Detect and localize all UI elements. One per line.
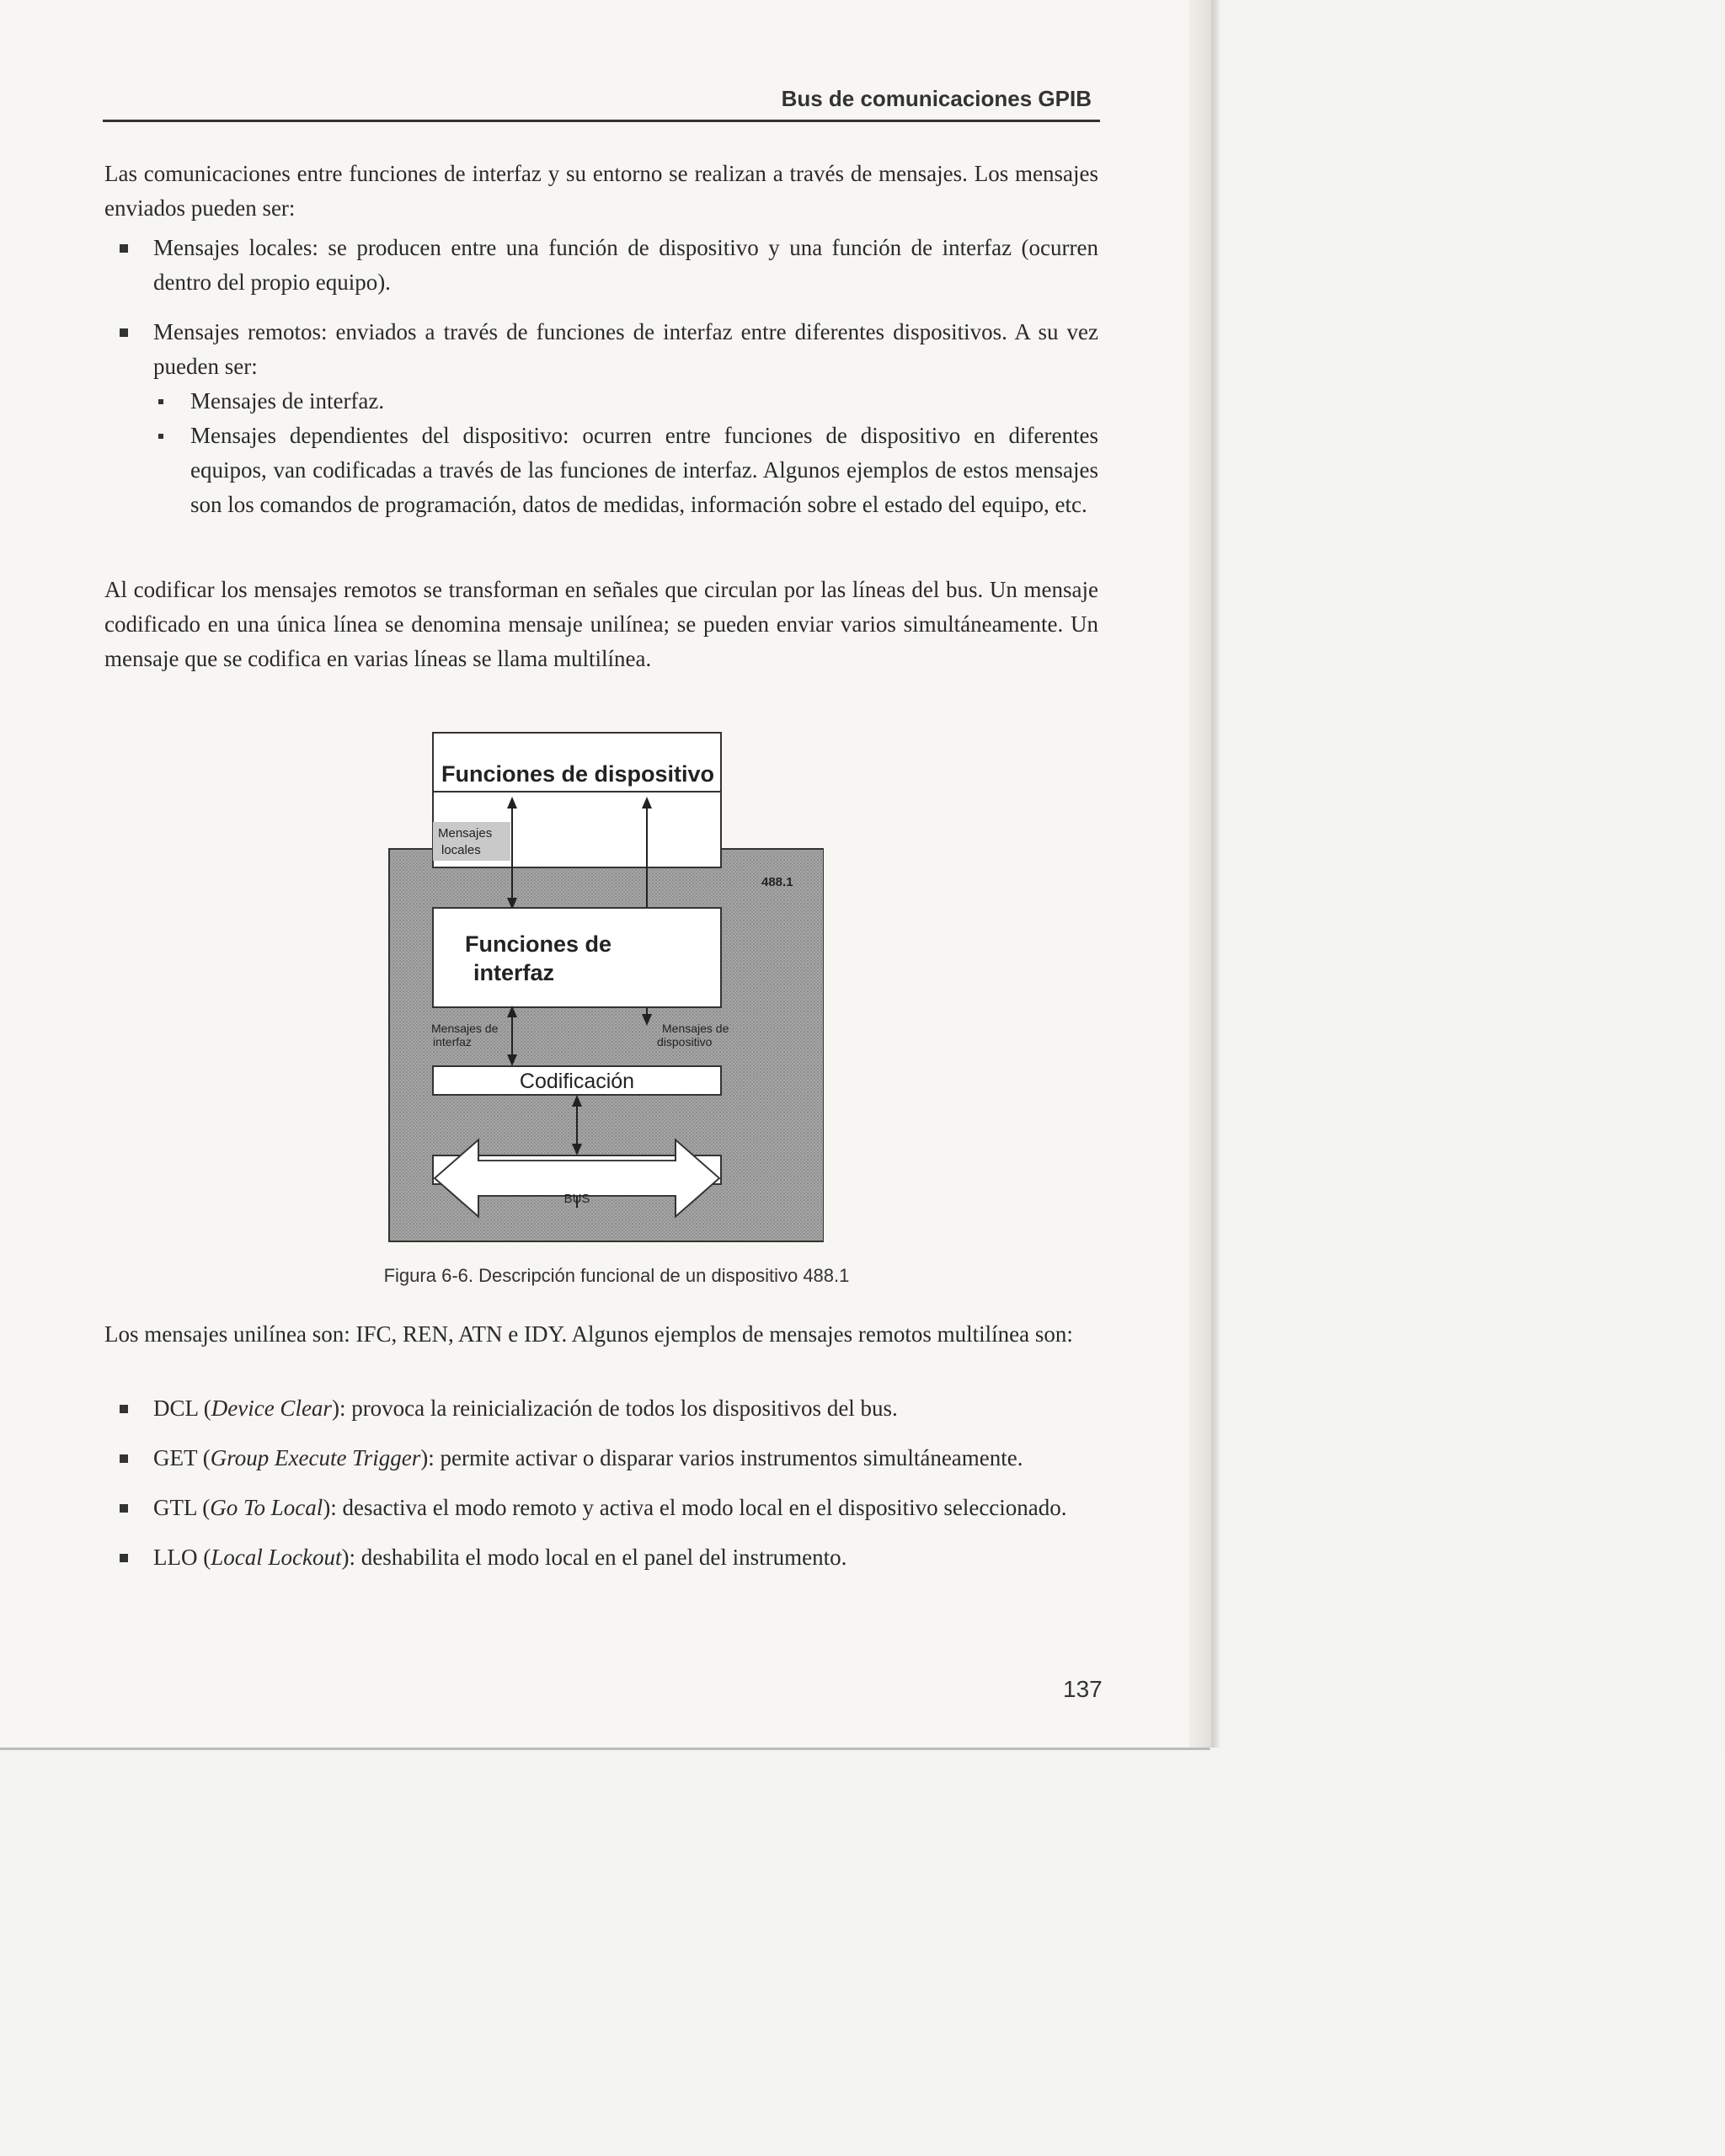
bullet-square-icon: [158, 399, 163, 404]
uniline-paragraph: Los mensajes unilínea son: IFC, REN, ATN e IDY. Algunos ejemplos de mensajes remotos multilínea son:: [104, 1321, 1073, 1347]
local-messages-label-2: locales: [441, 843, 481, 857]
bullet-square-icon: [120, 1554, 128, 1562]
scanner-background: [0, 1750, 1725, 2156]
bullet-square-icon: [158, 434, 163, 439]
interface-messages-label-2: interfaz: [433, 1035, 472, 1049]
bullet-square-icon: [120, 328, 128, 337]
sub-list-item: Mensajes dependientes del dispositivo: ocurren entre funciones de dispositivo en diferentes equipos, van codificadas a través de las funciones de interfaz. Algunos ejemplos de estos mensajes son los comandos de programación, datos de medidas, información sobre el estado del equipo, etc.: [104, 419, 1098, 522]
page-shadow: [1189, 0, 1213, 1748]
interface-messages-label-1: Mensajes de: [431, 1022, 499, 1035]
list-item: Mensajes locales: se producen entre una función de dispositivo y una función de interfaz (ocurren dentro del propio equipo).: [104, 231, 1098, 300]
interface-functions-label-1: Funciones de: [465, 931, 612, 957]
intro-paragraph: Las comunicaciones entre funciones de interfaz y su entorno se realizan a través de mensajes. Los mensajes enviados pueden ser:: [104, 161, 1098, 221]
interface-functions-box: [433, 908, 721, 1007]
standard-label: 488.1: [761, 875, 793, 889]
device-messages-label-1: Mensajes de: [662, 1022, 729, 1035]
list-item: DCL (Device Clear): provoca la reinicialización de todos los dispositivos del bus.: [104, 1391, 1098, 1426]
functional-diagram: [386, 731, 824, 1245]
bus-label: BUS: [563, 1192, 590, 1206]
device-messages-label-2: dispositivo: [657, 1035, 713, 1049]
device-functions-label: Funciones de dispositivo: [441, 761, 715, 787]
figure-caption: Figura 6-6. Descripción funcional de un dispositivo 488.1: [383, 1265, 850, 1286]
page-edge: [1211, 0, 1220, 1748]
list-item: LLO (Local Lockout): deshabilita el modo local en el panel del instrumento.: [104, 1540, 1098, 1575]
coding-label: Codificación: [519, 1070, 635, 1093]
encoding-paragraph: Al codificar los mensajes remotos se transforman en señales que circulan por las líneas del bus. Un mensaje codificado en una única línea se denomina mensaje unilínea; se pueden enviar varios simultáneamente. Un mensaje que se codifica en varias líneas se llama multilínea.: [104, 577, 1098, 671]
list-item: GET (Group Execute Trigger): permite activar o disparar varios instrumentos simultáneamente.: [104, 1441, 1098, 1476]
local-messages-label-1: Mensajes: [438, 826, 493, 841]
list-item: GTL (Go To Local): desactiva el modo remoto y activa el modo local en el dispositivo seleccionado.: [104, 1491, 1098, 1525]
running-title: Bus de comunicaciones GPIB: [781, 86, 1092, 111]
bullet-square-icon: [120, 1405, 128, 1413]
interface-functions-label-2: interfaz: [473, 960, 555, 985]
message-type-list: [104, 231, 1098, 522]
sub-list-item: Mensajes de interfaz.: [104, 384, 1098, 419]
command-list: [104, 1391, 1098, 1575]
bullet-square-icon: [120, 244, 128, 253]
list-item: Mensajes remotos: enviados a través de funciones de interfaz entre diferentes dispositivos. A su vez pueden ser:: [104, 315, 1098, 384]
running-header: [103, 86, 1100, 122]
bullet-square-icon: [120, 1454, 128, 1463]
page-number: 137: [1063, 1676, 1103, 1702]
bullet-square-icon: [120, 1504, 128, 1513]
